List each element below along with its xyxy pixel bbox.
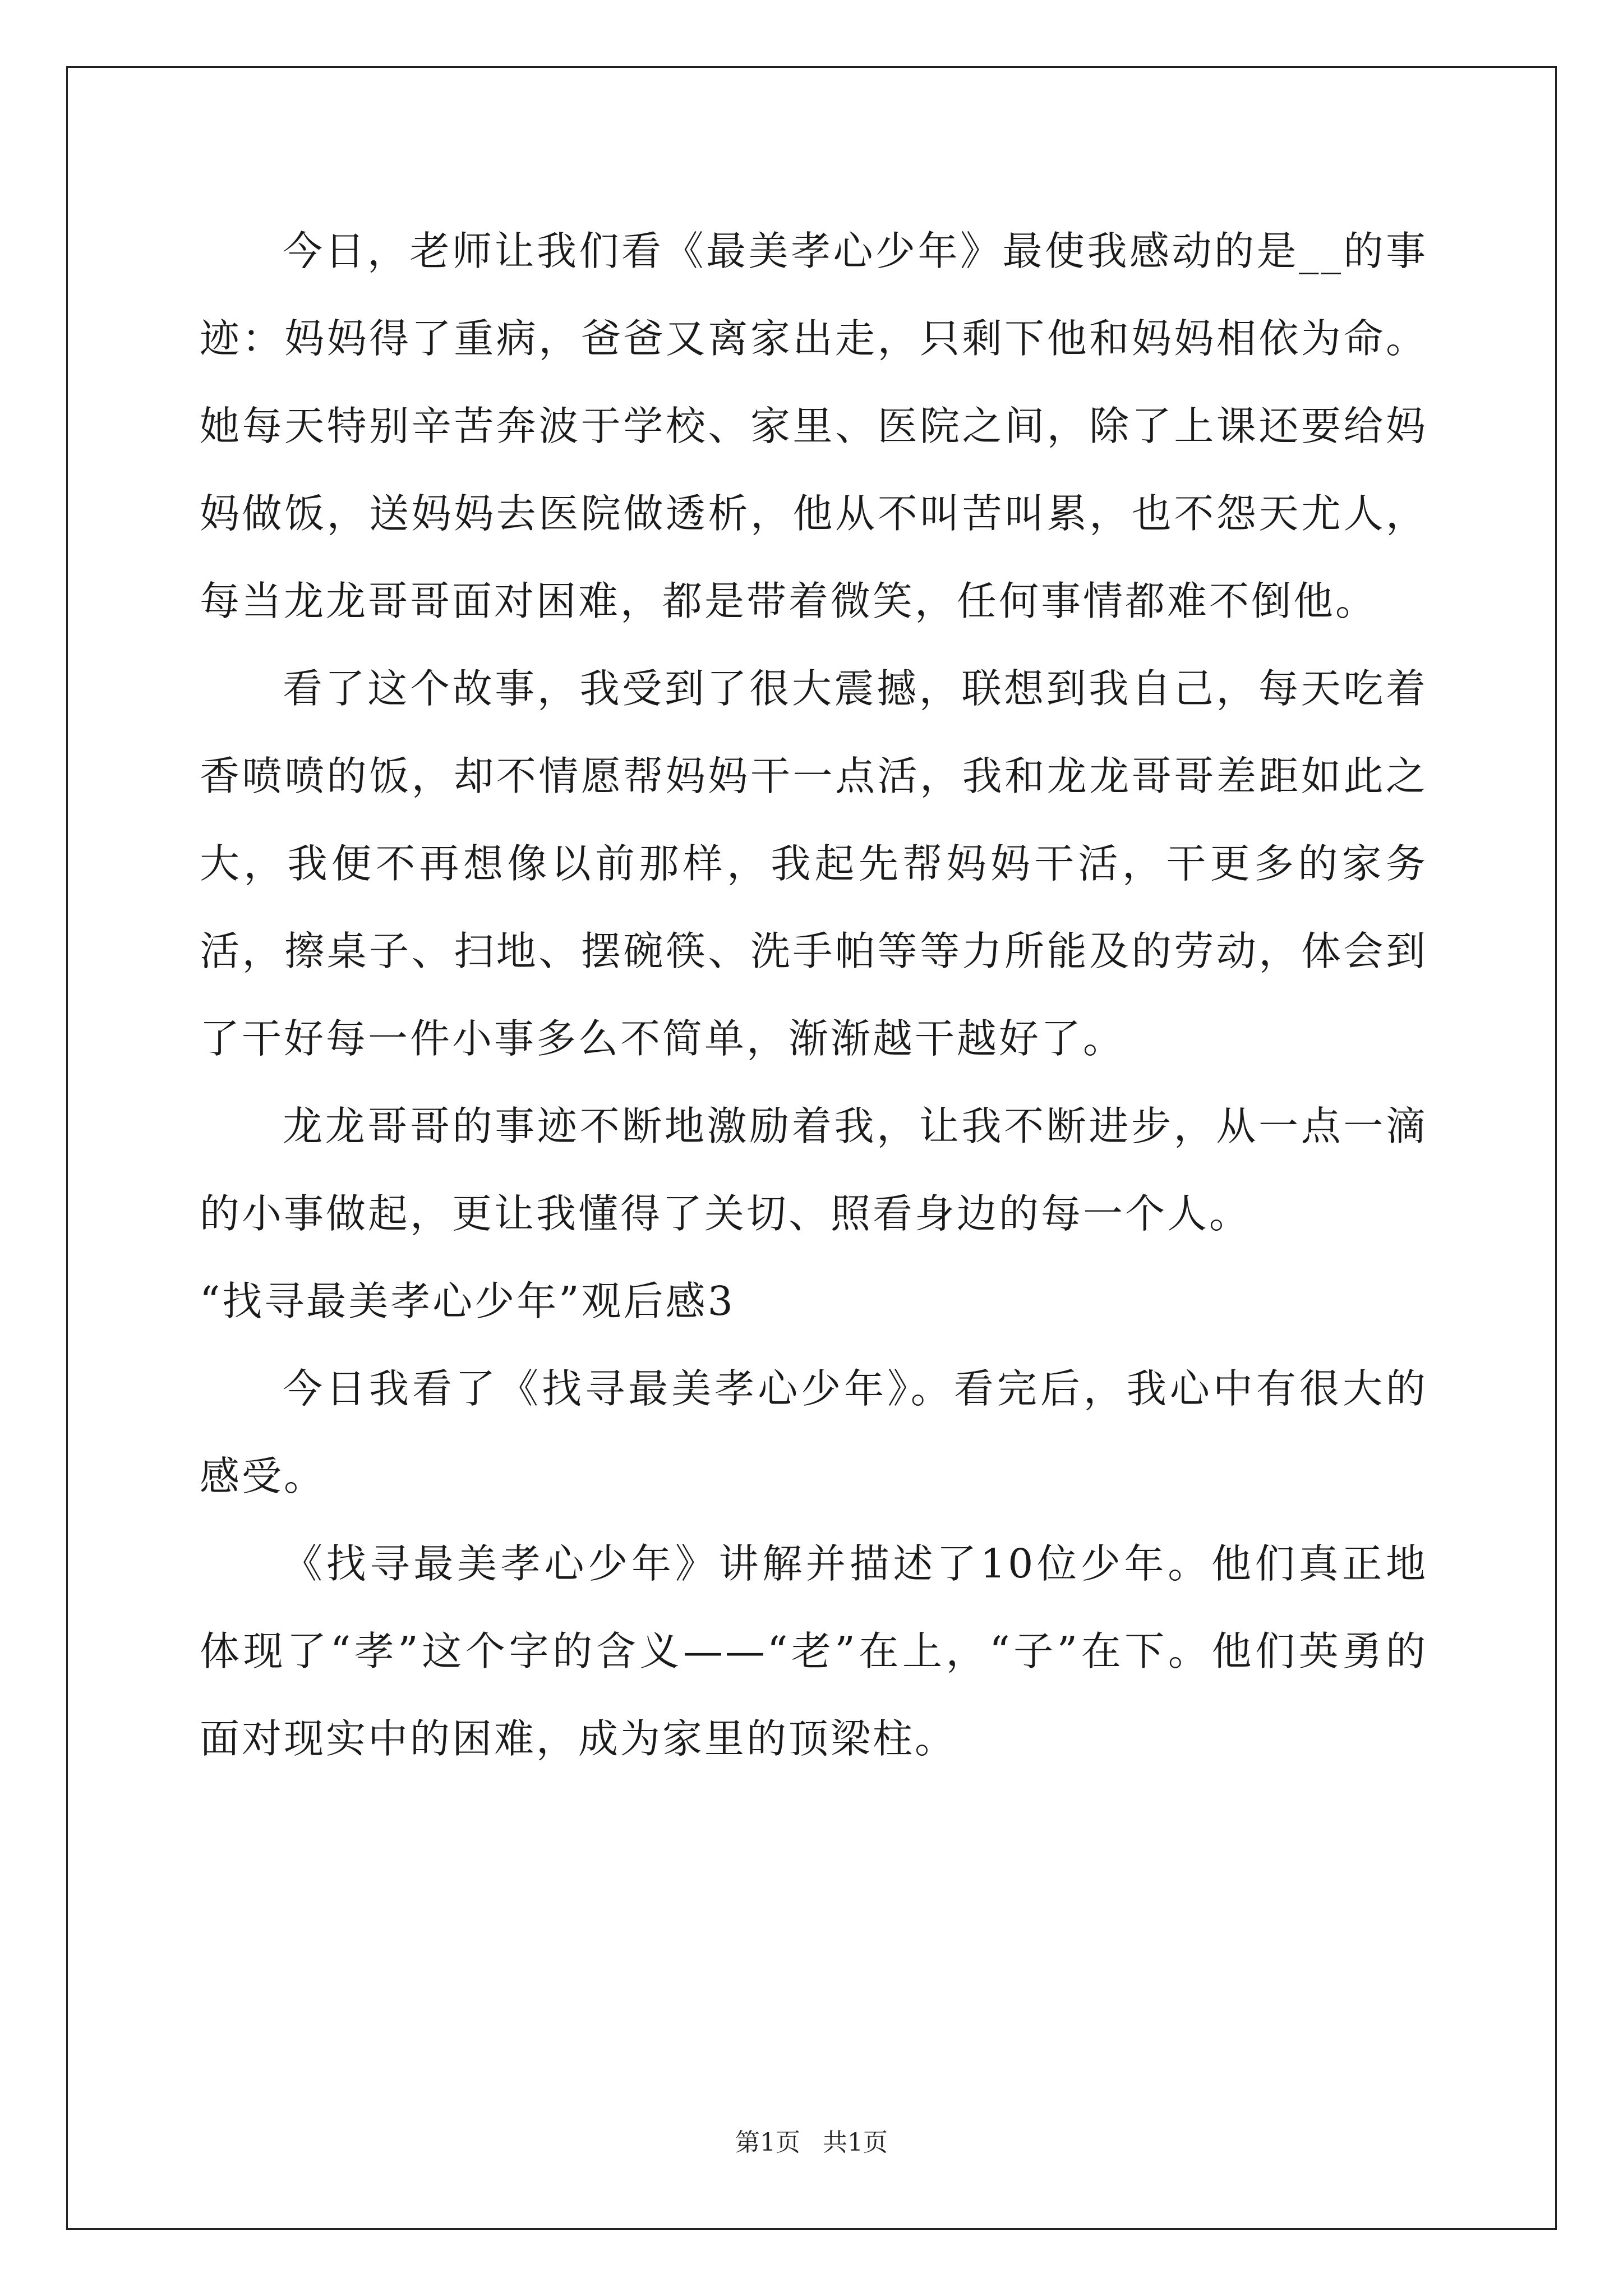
paragraph-4: 今日我看了《找寻最美孝心少年》。看完后，我心中有很大的感受。 [200,1365,1428,1499]
paragraph-2: 看了这个故事，我受到了很大震撼，联想到我自己，每天吃着香喷喷的饭，却不情愿帮妈妈干一点活，我和龙龙哥哥差距如此之大，我便不再想像以前那样，我起先帮妈妈干活，干更多的家务活，擦桌子、扫地、摆碗筷、洗手帕等等力所能及的劳动，体会到了干好每一件小事多么不简单，渐渐越干越好了。 [200,665,1428,1062]
paragraph-3: 龙龙哥哥的事迹不断地激励着我，让我不断进步，从一点一滴的小事做起，更让我懂得了关切、照看身边的每一个人。 [200,1103,1428,1237]
page-number-total: 共1页 [823,2128,888,2157]
document-body [200,208,1428,1783]
page-number-current: 第1页 [735,2128,800,2157]
section-heading: “找寻最美孝心少年”观后感3 [200,1278,735,1324]
paragraph-5: 《找寻最美孝心少年》讲解并描述了10位少年。他们真正地体现了“孝”这个字的含义——“老”在上，“子”在下。他们英勇的面对现实中的困难，成为家里的顶梁柱。 [200,1540,1428,1762]
page-footer [0,2126,1623,2160]
paragraph-1: 今日，老师让我们看《最美孝心少年》最使我感动的是__的事迹：妈妈得了重病，爸爸又离家出走，只剩下他和妈妈相依为命。她每天特别辛苦奔波于学校、家里、医院之间，除了上课还要给妈妈做饭，送妈妈去医院做透析，他从不叫苦叫累，也不怨天尤人，每当龙龙哥哥面对困难，都是带着微笑，任何事情都难不倒他。 [200,228,1428,624]
